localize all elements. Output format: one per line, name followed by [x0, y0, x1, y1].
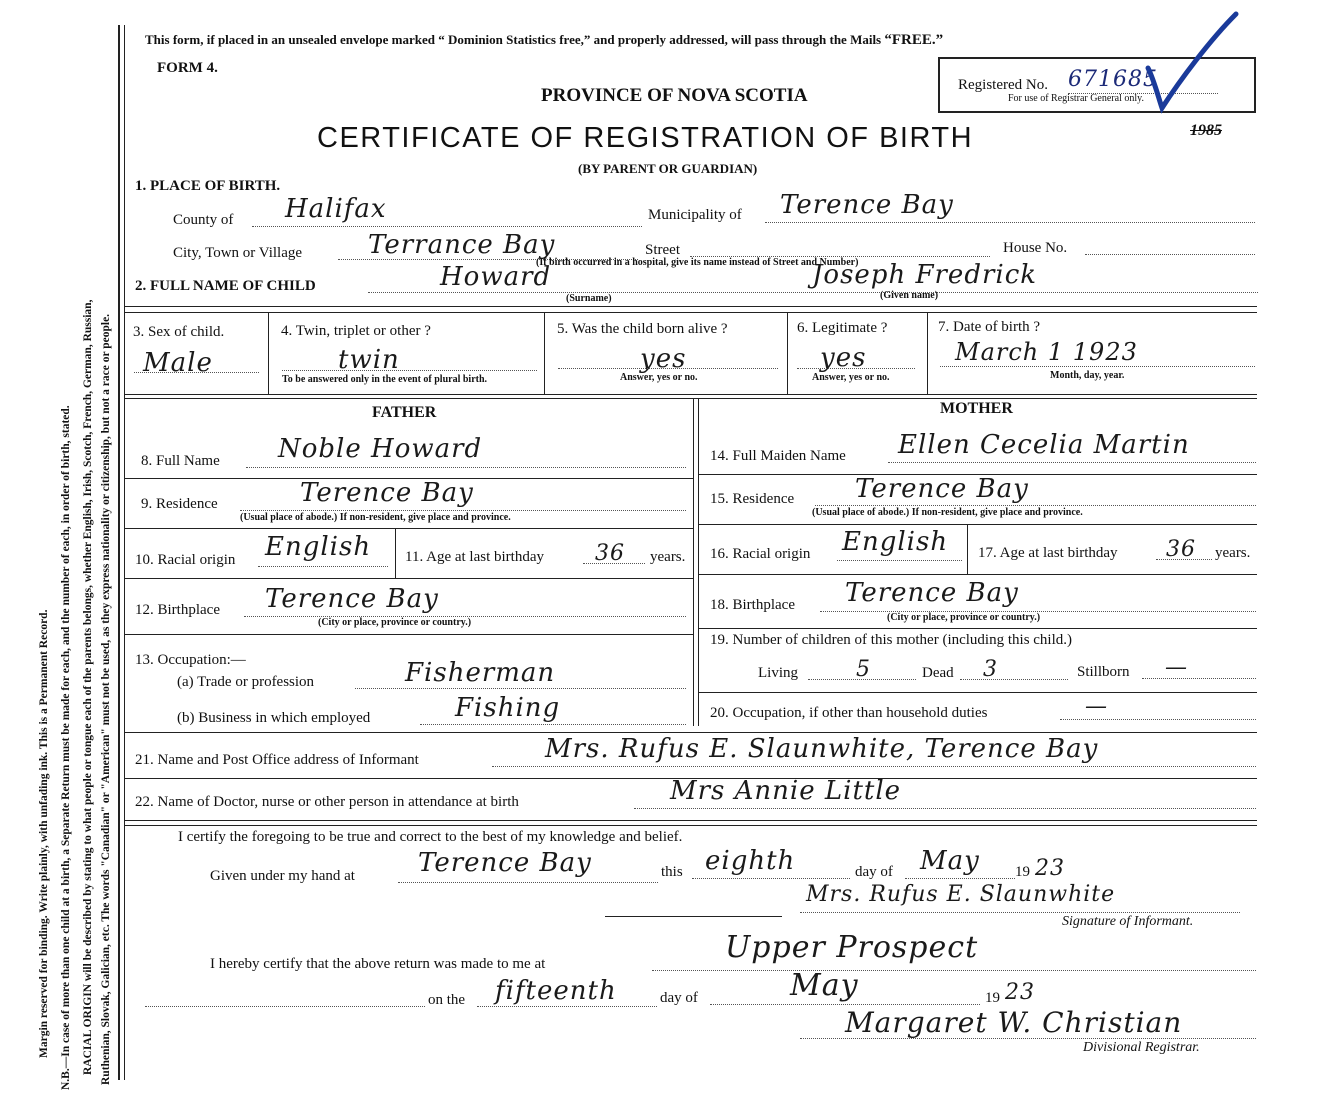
house-label: House No.	[1003, 240, 1068, 256]
registered-label: Registered No.	[958, 77, 1048, 93]
informant-signature: Mrs. Rufus E. Slaunwhite	[806, 882, 1116, 907]
mother-race-label: 16. Racial origin	[710, 546, 811, 562]
alive-label: 5. Was the child born alive ?	[557, 321, 728, 337]
sex-label: 3. Sex of child.	[133, 324, 225, 340]
on-day-of-label: day of	[660, 990, 698, 1006]
mother-occupation-label: 20. Occupation, if other than household duties	[710, 705, 988, 721]
mother-years: years.	[1215, 545, 1251, 561]
on-the-label: on the	[428, 992, 466, 1008]
mother-name-label: 14. Full Maiden Name	[710, 448, 846, 464]
mother-name-value: Ellen Cecelia Martin	[898, 430, 1190, 460]
father-years: years.	[650, 549, 686, 565]
living-label: Living	[758, 665, 798, 681]
on-month-value: May	[790, 968, 859, 1003]
mother-age-label: 17. Age at last birthday	[978, 545, 1118, 561]
hereby-certify-label: I hereby certify that the above return was made to me at	[210, 956, 546, 972]
father-residence-value: Terence Bay	[300, 478, 474, 508]
day-value: eighth	[705, 846, 796, 876]
certificate-subtitle: (BY PARENT OR GUARDIAN)	[578, 161, 758, 176]
side-note-1: Margin reserved for binding. Write plainly, with unfading ink. This is a Permanent Record.	[38, 609, 50, 1058]
hospital-note: (If birth occurred in a hospital, give its name instead of Street and Number)	[536, 257, 859, 268]
side-note-2: N.B.—In case of more than one child at a birth, a Separate Return must be made for each, and the number of each, in order of birth, stated.	[60, 405, 72, 1090]
mother-age-value: 36	[1166, 537, 1196, 562]
father-trade-label: (a) Trade or profession	[177, 674, 315, 690]
month-value: May	[920, 846, 980, 876]
mother-race-value: English	[842, 527, 949, 557]
county-label: County of	[173, 212, 234, 228]
father-birthplace-label: 12. Birthplace	[135, 602, 220, 618]
doctor-label: 22. Name of Doctor, nurse or other person in attendance at birth	[135, 794, 519, 810]
informant-value: Mrs. Rufus E. Slaunwhite, Terence Bay	[545, 734, 1099, 764]
mother-residence-value: Terence Bay	[855, 474, 1029, 504]
municipality-label: Municipality of	[648, 207, 742, 223]
alive-note: Answer, yes or no.	[620, 372, 698, 383]
twin-label: 4. Twin, triplet or other ?	[281, 323, 431, 339]
certificate-title: CERTIFICATE OF REGISTRATION OF BIRTH	[317, 122, 974, 154]
twin-value: twin	[338, 345, 400, 375]
doctor-value: Mrs Annie Little	[670, 776, 902, 806]
year-value: 23	[1035, 856, 1065, 881]
day-of-label: day of	[855, 864, 893, 880]
given-name-note: (Given name)	[880, 290, 939, 301]
mother-birthplace-label: 18. Birthplace	[710, 597, 795, 613]
stillborn-label: Stillborn	[1077, 664, 1130, 680]
registrar-note: For use of Registrar General only.	[1008, 93, 1144, 104]
informant-label: 21. Name and Post Office address of Informant	[135, 752, 419, 768]
registrar-signature-label: Divisional Registrar.	[1083, 1040, 1200, 1055]
mother-children-label: 19. Number of children of this mother (including this child.)	[710, 632, 1073, 648]
county-value: Halifax	[285, 194, 387, 224]
father-occupation-label: 13. Occupation:—	[135, 652, 246, 668]
dead-value: 3	[983, 657, 998, 682]
on-year-value: 23	[1005, 980, 1035, 1005]
father-residence-note: (Usual place of abode.) If non-resident, give place and province.	[240, 512, 511, 523]
father-business-label: (b) Business in which employed	[177, 710, 371, 726]
checkmark-icon	[1140, 10, 1250, 120]
legitimate-value: yes	[820, 343, 867, 373]
child-surname: Howard	[440, 262, 552, 292]
mother-birthplace-note: (City or place, province or country.)	[887, 612, 1041, 623]
sex-value: Male	[143, 348, 213, 378]
margin-mark: 1985	[1190, 122, 1222, 139]
father-birthplace-value: Terence Bay	[265, 584, 439, 614]
dob-label: 7. Date of birth ?	[938, 319, 1041, 335]
hereby-place-value: Upper Prospect	[725, 930, 979, 965]
father-age-value: 36	[595, 541, 625, 566]
registrar-signature: Margaret W. Christian	[845, 1006, 1183, 1039]
certify-text: I certify the foregoing to be true and correct to the best of my knowledge and belief.	[178, 829, 683, 845]
stillborn-value: —	[1165, 655, 1188, 680]
on-year-prefix: 19	[985, 990, 1000, 1006]
father-heading: FATHER	[372, 404, 437, 421]
mother-residence-label: 15. Residence	[710, 491, 795, 507]
father-age-label: 11. Age at last birthday	[405, 549, 544, 565]
registered-number: 671685	[1068, 67, 1158, 92]
dob-note: Month, day, year.	[1050, 370, 1125, 381]
father-birthplace-note: (City or place, province or country.)	[318, 617, 472, 628]
street-label: Street	[645, 242, 680, 258]
form-number: FORM 4.	[157, 60, 218, 76]
living-value: 5	[856, 657, 871, 682]
father-trade-value: Fisherman	[405, 658, 556, 688]
mother-heading: MOTHER	[940, 400, 1013, 417]
father-residence-label: 9. Residence	[141, 496, 218, 512]
father-name-label: 8. Full Name	[141, 453, 220, 469]
mother-residence-note: (Usual place of abode.) If non-resident, give place and province.	[812, 507, 1083, 518]
place-heading: 1. PLACE OF BIRTH.	[135, 178, 281, 194]
alive-value: yes	[640, 344, 687, 374]
year-prefix: 19	[1015, 864, 1030, 880]
child-name-label: 2. FULL NAME OF CHILD	[135, 278, 316, 294]
legitimate-note: Answer, yes or no.	[812, 372, 890, 383]
mother-birthplace-value: Terence Bay	[845, 578, 1019, 608]
father-name-value: Noble Howard	[278, 434, 483, 464]
twin-note: To be answered only in the event of plural birth.	[282, 374, 488, 385]
father-race-value: English	[265, 532, 372, 562]
city-label: City, Town or Village	[173, 245, 303, 261]
on-day-value: fifteenth	[495, 976, 617, 1006]
this-label: this	[661, 864, 683, 880]
province-heading: PROVINCE OF NOVA SCOTIA	[541, 85, 808, 106]
side-note-3: RACIAL ORIGIN will be described by stating to what people or tongue each of the parents belongs, whether English, Irish, Scotch, French, German, Russian,	[82, 299, 94, 1075]
side-note-4: Ruthenian, Slovak, Galician, etc. The words "Canadian" or "American" must not be used, as they express nationality or citizenship, but not a race or people.	[100, 313, 112, 1085]
mother-occupation-value: —	[1085, 694, 1108, 719]
dead-label: Dead	[922, 665, 954, 681]
father-race-label: 10. Racial origin	[135, 552, 236, 568]
given-place-value: Terence Bay	[418, 848, 592, 878]
left-border-inner	[124, 25, 125, 1080]
mail-note: This form, if placed in an unsealed envelope marked “ Dominion Statistics free,” and properly addressed, will pass through the Mails “FREE.”	[145, 32, 944, 48]
father-business-value: Fishing	[455, 693, 561, 723]
legitimate-label: 6. Legitimate ?	[797, 320, 888, 336]
informant-signature-label: Signature of Informant.	[1062, 914, 1194, 929]
left-border	[118, 25, 120, 1080]
municipality-value: Terence Bay	[780, 190, 954, 220]
child-given-name: Joseph Fredrick	[812, 260, 1038, 290]
given-under-label: Given under my hand at	[210, 868, 355, 884]
dob-value: March 1 1923	[955, 338, 1138, 366]
surname-note: (Surname)	[566, 293, 612, 304]
city-value: Terrance Bay	[368, 230, 556, 260]
